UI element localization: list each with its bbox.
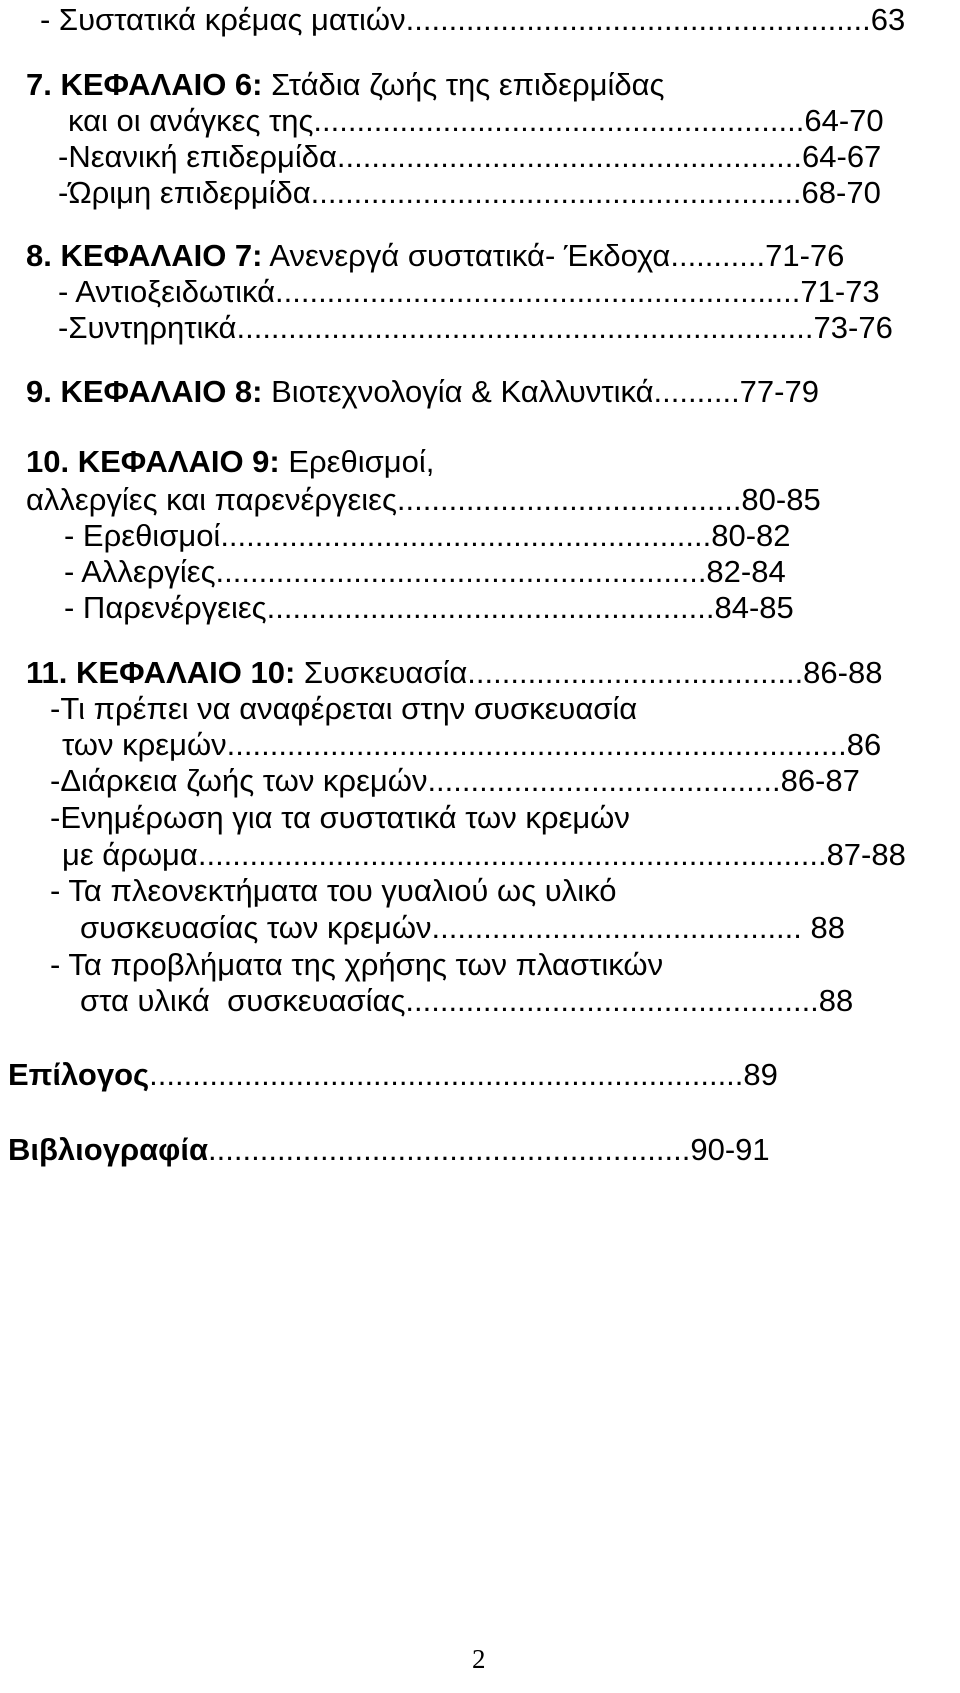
chapter-title: ΚΕΦΑΛΑΙΟ 10: xyxy=(76,655,296,690)
chapter-subtitle: Ερεθισμοί, xyxy=(279,444,435,479)
toc-chapter-entry xyxy=(26,444,434,480)
chapter-number: 8. xyxy=(26,238,61,273)
toc-entry: -Ώριμη επιδερμίδα.........................................................68-70 xyxy=(58,175,881,210)
page-number: 2 xyxy=(472,1644,486,1674)
toc-entry: - Συστατικά κρέμας ματιών......................................................63 xyxy=(40,2,906,37)
toc-entry: -Διάρκεια ζωής των κρεμών.........................................86-87 xyxy=(50,763,860,798)
toc-entry: -Νεανική επιδερμίδα......................................................64-67 xyxy=(58,139,882,174)
toc-entry: και οι ανάγκες της.........................................................64-70 xyxy=(68,103,884,138)
section-leader: ........................................................90-91 xyxy=(208,1132,770,1167)
toc-entry: - Ερεθισμοί.........................................................80-82 xyxy=(64,518,791,553)
chapter-number: 9. xyxy=(26,374,61,409)
toc-entry: -Συντηρητικά...................................................................73-76 xyxy=(58,310,893,345)
chapter-number: 7. xyxy=(26,67,61,102)
toc-chapter-entry xyxy=(26,374,819,410)
toc-entry: - Τα προβλήματα της χρήσης των πλαστικών xyxy=(50,947,664,982)
toc-entry: - Αντιοξειδωτικά.............................................................71-73 xyxy=(58,274,880,309)
chapter-title: ΚΕΦΑΛΑΙΟ 9: xyxy=(77,444,280,479)
toc-bibliography-entry xyxy=(8,1132,770,1168)
toc-entry: - Τα πλεονεκτήματα του γυαλιού ως υλικό xyxy=(50,873,617,908)
toc-chapter-entry xyxy=(26,238,844,274)
chapter-subtitle: Συσκευασία.......................................86-88 xyxy=(295,655,883,690)
chapter-subtitle: Ανενεργά συστατικά- Έκδοχα...........71-76 xyxy=(262,238,845,273)
toc-chapter-entry xyxy=(26,655,882,691)
toc-entry: στα υλικά συσκευασίας................................................88 xyxy=(80,983,854,1018)
toc-entry: αλλεργίες και παρενέργειες........................................80-85 xyxy=(26,482,821,517)
chapter-title: ΚΕΦΑΛΑΙΟ 6: xyxy=(60,67,263,102)
chapter-title: ΚΕΦΑΛΑΙΟ 7: xyxy=(60,238,263,273)
toc-epilogue-entry xyxy=(8,1057,778,1093)
toc-entry: με άρωμα.........................................................................87-88 xyxy=(62,837,906,872)
chapter-title: ΚΕΦΑΛΑΙΟ 8: xyxy=(60,374,263,409)
toc-entry: - Παρενέργειες....................................................84-85 xyxy=(64,590,794,625)
chapter-subtitle: Βιοτεχνολογία & Καλλυντικά..........77-79 xyxy=(262,374,819,409)
toc-chapter-entry xyxy=(26,67,665,103)
chapter-number: 10. xyxy=(26,444,78,479)
toc-entry: των κρεμών........................................................................86 xyxy=(62,727,882,762)
section-title: Επίλογος xyxy=(8,1057,150,1092)
toc-entry: -Ενημέρωση για τα συστατικά των κρεμών xyxy=(50,800,630,835)
toc-entry: -Τι πρέπει να αναφέρεται στην συσκευασία xyxy=(50,691,638,726)
toc-entry: - Αλλεργίες.........................................................82-84 xyxy=(64,554,786,589)
toc-entry: συσκευασίας των κρεμών........................................... 88 xyxy=(80,910,845,945)
section-title: Βιβλιογραφία xyxy=(8,1132,209,1167)
chapter-subtitle: Στάδια ζωής της επιδερμίδας xyxy=(262,67,665,102)
chapter-number: 11. xyxy=(26,655,76,690)
section-leader: .....................................................................89 xyxy=(149,1057,778,1092)
